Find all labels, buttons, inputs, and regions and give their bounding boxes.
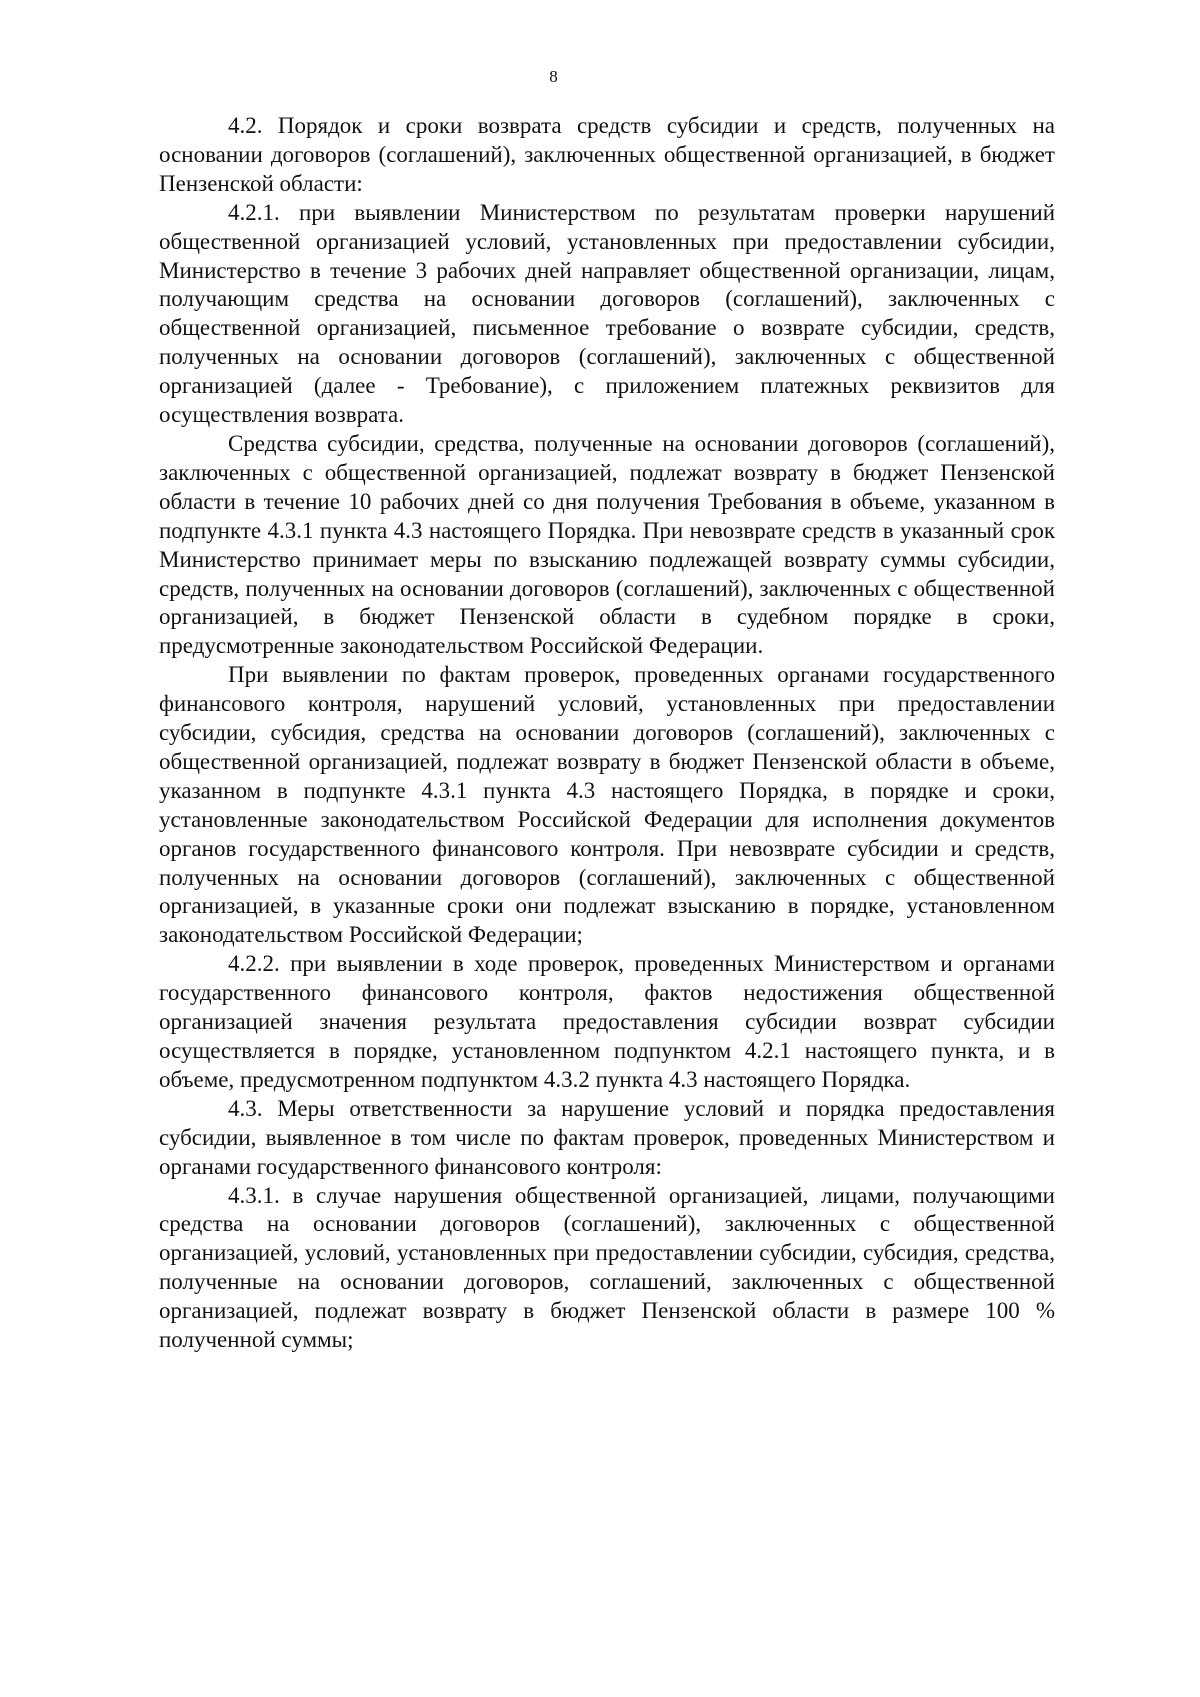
page-number: 8 (549, 67, 558, 86)
paragraph-4-3-1: 4.3.1. в случае нарушения общественной организацией, лицами, получающими средства на основании договоров (соглашений), заключенных с общественной организацией, условий, установленных при предоставлении субсидии, субсидия, средства, полученные на основании договоров, соглашений, заключенных с общественной организацией, подлежат возврату в бюджет Пензенской области в размере 100 % полученной суммы; (159, 1182, 1055, 1353)
document-body (159, 112, 1055, 1355)
paragraph-4-2-2: 4.2.2. при выявлении в ходе проверок, проведенных Министерством и органами государственного финансового контроля, фактов недостижения общественной организацией значения результата предоставления субсидии возврат субсидии осуществляется в порядке, установленном подпунктом 4.2.1 настоящего пункта, и в объеме, предусмотренном подпунктом 4.3.2 пункта 4.3 настоящего Порядка. (159, 951, 1055, 1092)
paragraph-4-2: 4.2. Порядок и сроки возврата средств субсидии и средств, полученных на основании договоров (соглашений), заключенных общественной организацией, в бюджет Пензенской области: (159, 113, 1055, 196)
paragraph-4-2-1: 4.2.1. при выявлении Министерством по результатам проверки нарушений общественной организацией условий, установленных при предоставлении субсидии, Министерство в течение 3 рабочих дней направляет общественной организации, лицам, получающим средства на основании договоров (соглашений), заключенных с общественной организацией, письменное требование о возврате субсидии, средств, полученных на основании договоров (соглашений), заключенных с общественной организацией (далее - Требование), с приложением платежных реквизитов для осуществления возврата. (159, 199, 1055, 428)
paragraph-4-3: 4.3. Меры ответственности за нарушение условий и порядка предоставления субсидии, выявленное в том числе по фактам проверок, проведенных Министерством и органами государственного финансового контроля: (159, 1095, 1055, 1179)
paragraph-refund-terms: Средства субсидии, средства, полученные на основании договоров (соглашений), заключенных с общественной организацией, подлежат возврату в бюджет Пензенской области в течение 10 рабочих дней со дня получения Требования в объеме, указанном в подпункте 4.3.1 пункта 4.3 настоящего Порядка. При невозврате средств в указанный срок Министерство принимает меры по взысканию подлежащей возврату суммы субсидии, средств, полученных на основании договоров (соглашений), заключенных с общественной организацией, в бюджет Пензенской области в судебном порядке в сроки, предусмотренные законодательством Российской Федерации. (159, 430, 1055, 659)
paragraph-financial-control: При выявлении по фактам проверок, проведенных органами государственного финансового контроля, нарушений условий, установленных при предоставлении субсидии, субсидия, средства на основании договоров (соглашений), заключенных с общественной организацией, подлежат возврату в бюджет Пензенской области в объеме, указанном в подпункте 4.3.1 пункта 4.3 настоящего Порядка, в порядке и сроки, установленные законодательством Российской Федерации для исполнения документов органов государственного финансового контроля. При невозврате субсидии и средств, полученных на основании договоров (соглашений), заключенных с общественной организацией, в указанные сроки они подлежат взысканию в порядке, установленном законодательством Российской Федерации; (159, 662, 1055, 948)
